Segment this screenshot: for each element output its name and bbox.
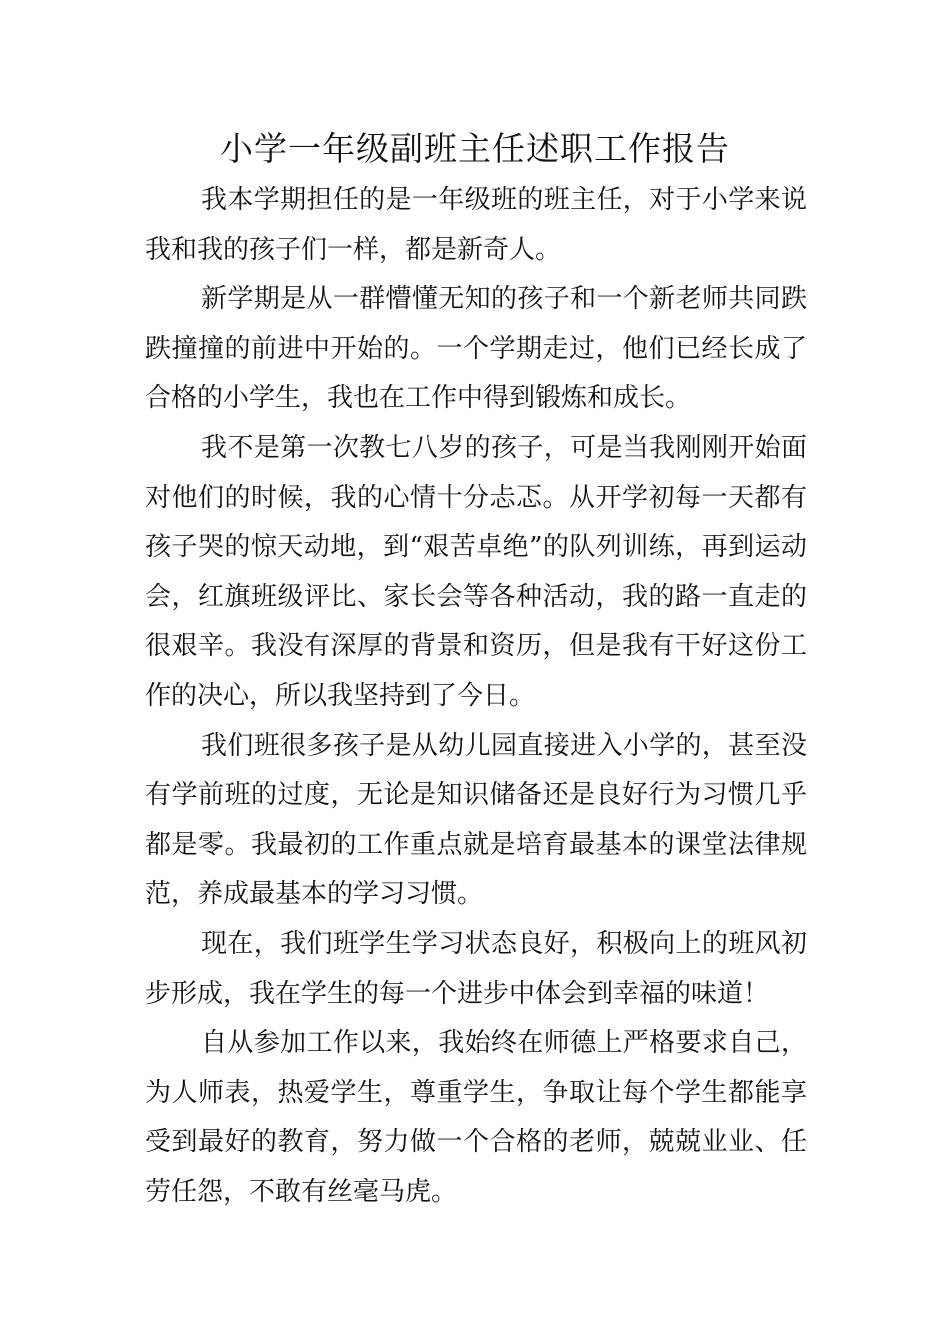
paragraph: 现在，我们班学生学习状态良好，积极向上的班风初步形成，我在学生的每一个进步中体会到幸福的味道！ xyxy=(145,928,807,1009)
document-body xyxy=(145,176,807,1217)
document-title: 小学一年级副班主任述职工作报告 xyxy=(220,129,730,168)
paragraph: 自从参加工作以来，我始终在师德上严格要求自己，为人师表，热爱学生，尊重学生，争取让每个学生都能享受到最好的教育，努力做一个合格的老师，兢兢业业、任劳任怨，不敢有丝毫马虎。 xyxy=(145,1028,807,1207)
paragraph: 我们班很多孩子是从幼儿园直接进入小学的，甚至没有学前班的过度，无论是知识储备还是良好行为习惯几乎都是零。我最初的工作重点就是培育最基本的课堂法律规范，养成最基本的学习习惯。 xyxy=(145,730,807,910)
paragraph: 我本学期担任的是一年级班的班主任，对于小学来说我和我的孩子们一样，都是新奇人。 xyxy=(145,185,807,265)
paragraph: 我不是第一次教七八岁的孩子，可是当我刚刚开始面对他们的时候，我的心情十分忐忑。从开学初每一天都有孩子哭的惊天动地，到“艰苦卓绝”的队列训练，再到运动会，红旗班级评比、家长会等各种活动，我的路一直走的很艰辛。我没有深厚的背景和资历，但是我有干好这份工作的决心，所以我坚持到了今日。 xyxy=(145,432,807,711)
paragraph: 新学期是从一群懵懂无知的孩子和一个新老师共同跌跌撞撞的前进中开始的。一个学期走过，他们已经长成了合格的小学生，我也在工作中得到锻炼和成长。 xyxy=(145,284,807,414)
